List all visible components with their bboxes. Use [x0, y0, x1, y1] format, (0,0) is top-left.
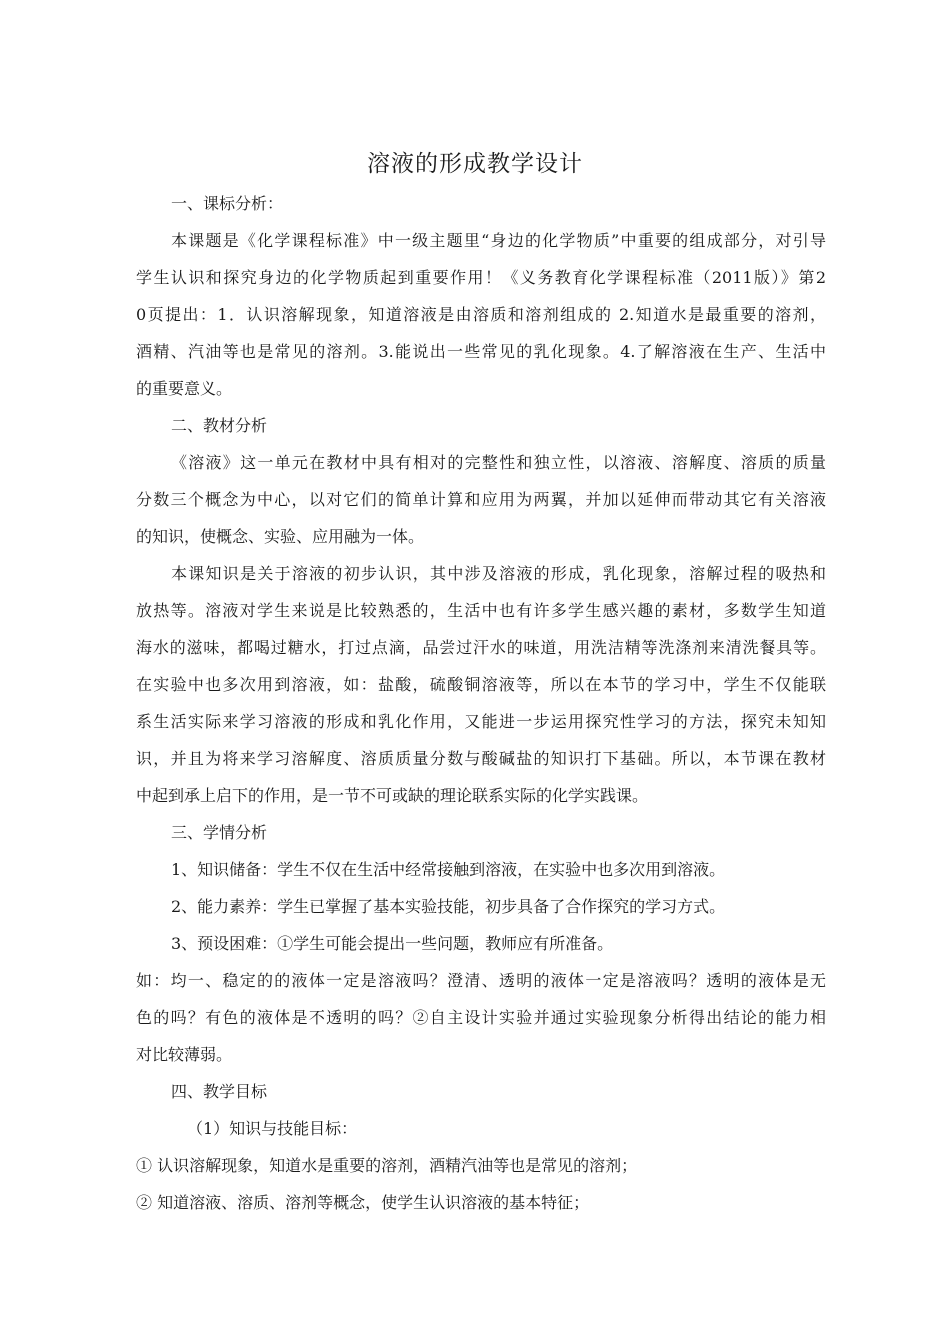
paragraph-line: 如：均一、稳定的的液体一定是溶液吗？澄清、透明的液体一定是溶液吗？透明的液体是无	[136, 971, 826, 990]
paragraph-line: 的知识，使概念、实验、应用融为一体。	[136, 527, 425, 546]
paragraph-line: 的重要意义。	[136, 379, 233, 398]
paragraph-line: 酒精、汽油等也是常见的溶剂。3.能说出一些常见的乳化现象。4.了解溶液在生产、生活中	[136, 342, 826, 361]
list-item: ① 认识溶解现象，知道水是重要的溶剂，酒精汽油等也是常见的溶剂；	[136, 1156, 638, 1175]
document-title: 溶液的形成教学设计	[367, 151, 583, 177]
paragraph-line: 本课题是《化学课程标准》中一级主题里“身边的化学物质”中重要的组成部分，对引导	[171, 231, 826, 250]
paragraph-line: 识，并且为将来学习溶解度、溶质质量分数与酸碱盐的知识打下基础。所以，本节课在教材	[136, 749, 826, 768]
paragraph-line: 本课知识是关于溶液的初步认识，其中涉及溶液的形成，乳化现象，溶解过程的吸热和	[171, 564, 826, 583]
list-item: 3、预设困难：①学生可能会提出一些问题，教师应有所准备。	[171, 934, 614, 953]
section-heading: 三、学情分析	[171, 823, 268, 842]
paragraph-line: 中起到承上启下的作用，是一节不可或缺的理论联系实际的化学实践课。	[136, 786, 649, 805]
paragraph-line: 学生认识和探究身边的化学物质起到重要作用！《义务教育化学课程标准（2011版）》第2	[136, 268, 826, 287]
paragraph-line: 0页提出：1．认识溶解现象，知道溶液是由溶质和溶剂组成的 2.知道水是最重要的溶剂，	[136, 305, 826, 324]
paragraph-line: 系生活实际来学习溶液的形成和乳化作用，又能进一步运用探究性学习的方法，探究未知知	[136, 712, 826, 731]
paragraph-line: 放热等。溶液对学生来说是比较熟悉的，生活中也有许多学生感兴趣的素材，多数学生知道	[136, 601, 826, 620]
paragraph-line: 色的吗？有色的液体是不透明的吗？②自主设计实验并通过实验现象分析得出结论的能力相	[136, 1008, 826, 1027]
paragraph-line: 对比较薄弱。	[136, 1045, 233, 1064]
paragraph-line: 分数三个概念为中心，以对它们的简单计算和应用为两翼，并加以延伸而带动其它有关溶液	[136, 490, 826, 509]
subsection-heading: （1）知识与技能目标：	[187, 1119, 358, 1138]
section-heading: 一、课标分析：	[171, 194, 284, 213]
section-heading: 四、教学目标	[171, 1082, 268, 1101]
paragraph-line: 在实验中也多次用到溶液，如：盐酸，硫酸铜溶液等，所以在本节的学习中，学生不仅能联	[136, 675, 826, 694]
paragraph-line: 《溶液》这一单元在教材中具有相对的完整性和独立性，以溶液、溶解度、溶质的质量	[171, 453, 826, 472]
list-item: ② 知道溶液、溶质、溶剂等概念，使学生认识溶液的基本特征；	[136, 1193, 590, 1212]
section-heading: 二、教材分析	[171, 416, 268, 435]
list-item: 1、知识储备：学生不仅在生活中经常接触到溶液，在实验中也多次用到溶液。	[171, 860, 726, 879]
list-item: 2、能力素养：学生已掌握了基本实验技能，初步具备了合作探究的学习方式。	[171, 897, 726, 916]
paragraph-line: 海水的滋味，都喝过糖水，打过点滴，品尝过汗水的味道，用洗洁精等洗涤剂来清洗餐具等。	[136, 638, 826, 657]
